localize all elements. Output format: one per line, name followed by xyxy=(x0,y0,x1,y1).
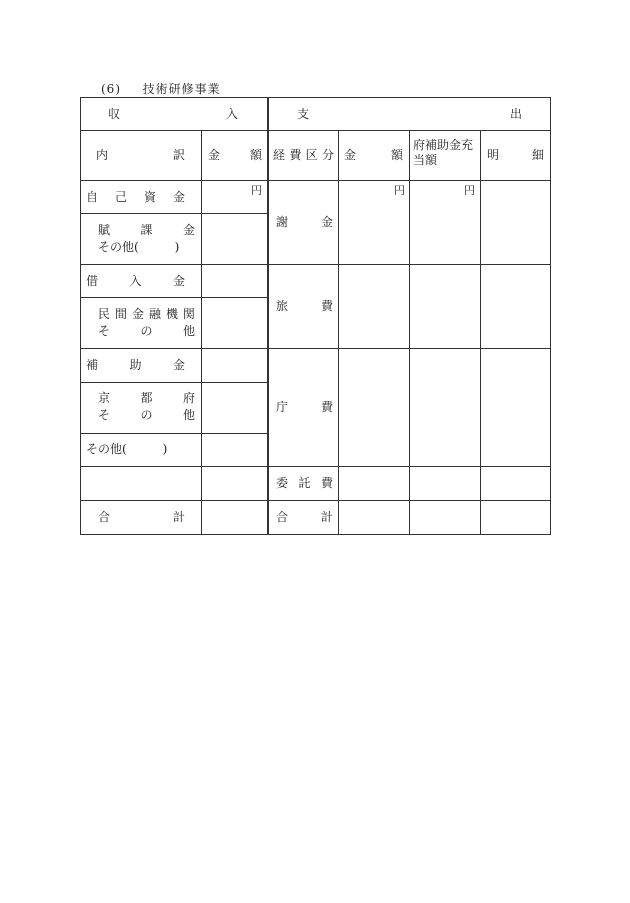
income-row-kyoto: 京 都 府 そ の 他 xyxy=(98,391,195,422)
income-header: 収 入 xyxy=(108,107,238,121)
expense-header: 支 出 xyxy=(297,107,522,121)
col-header-expense-category: 経 費 区 分 xyxy=(273,148,334,162)
income-row-borrowing: 借 入 金 xyxy=(86,274,185,288)
income-row-other-paren: その他( ) xyxy=(86,442,168,456)
col-header-prefecture-subsidy: 府補助金充 当額 xyxy=(413,138,474,167)
yen-mark-income: 円 xyxy=(251,184,262,197)
expense-row-total: 合 計 xyxy=(276,510,333,524)
yen-mark-subsidy: 円 xyxy=(464,184,475,197)
col-header-breakdown: 内 訳 xyxy=(96,148,185,162)
yen-mark-expense: 円 xyxy=(394,184,405,197)
income-row-total: 合 計 xyxy=(98,510,185,524)
col-header-expense-amount: 金 額 xyxy=(344,148,403,162)
income-row-subsidy: 補 助 金 xyxy=(86,358,185,372)
col-header-amount: 金 額 xyxy=(208,148,262,162)
section-heading xyxy=(101,80,221,97)
expense-row-honorarium: 謝 金 xyxy=(276,215,333,229)
income-row-levy-other: 賦 課 金 その他( ) xyxy=(98,223,195,254)
income-row-private-financial: 民 間 金 融 機 関 そ の 他 xyxy=(98,307,195,338)
expense-row-travel: 旅 費 xyxy=(276,299,333,313)
expense-row-agency: 庁 費 xyxy=(276,400,333,414)
heading-number: (6) xyxy=(101,82,121,96)
expense-row-consignment: 委 託 費 xyxy=(276,476,333,490)
col-header-details: 明 細 xyxy=(487,148,544,162)
income-row-own-funds: 自 己 資 金 xyxy=(86,190,185,204)
heading-title: 技術研修事業 xyxy=(142,82,221,96)
